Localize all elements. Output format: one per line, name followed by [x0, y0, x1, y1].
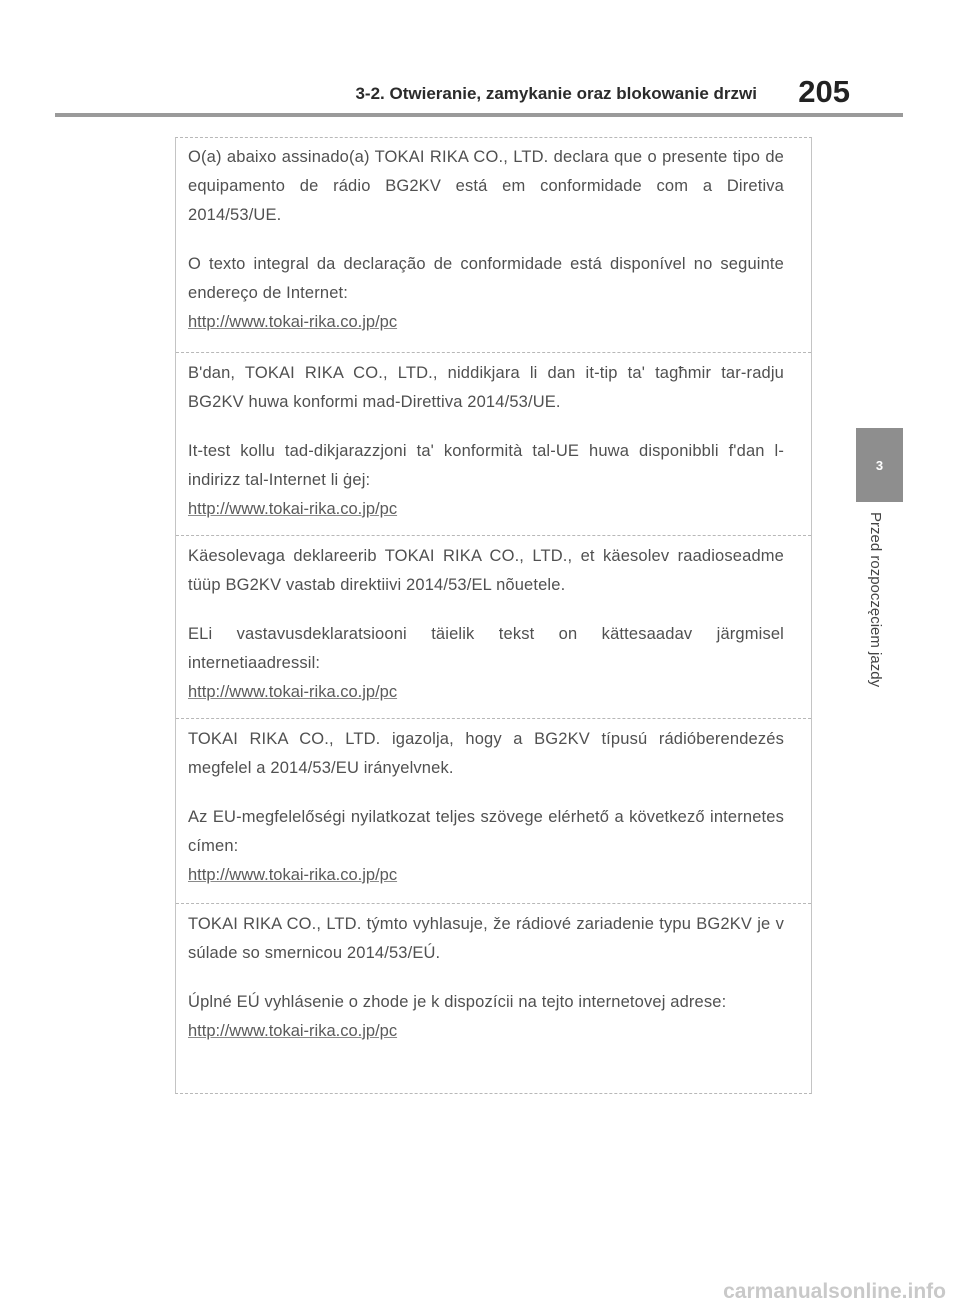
declaration-availability: It-test kollu tad-dikjarazzjoni ta' konformità tal-UE huwa disponibbli f'dan l-indirizz tal-Internet li ġej: [188, 442, 784, 489]
declaration-statement: B'dan, TOKAI RIKA CO., LTD., niddikjara li dan it-tip ta' tagħmir tar-radju BG2KV huwa konformi mad-Direttiva 2014/53/UE. [188, 364, 784, 411]
declaration-availability: Úplné EÚ vyhlásenie o zhode je k dispozícii na tejto internetovej adrese: [188, 993, 727, 1011]
declaration-statement: TOKAI RIKA CO., LTD. igazolja, hogy a BG2KV típusú rádióberendezés megfelel a 2014/53/EU irányelvnek. [188, 730, 784, 777]
declarations-box [175, 137, 812, 1094]
declaration-slovak [176, 904, 811, 1091]
declaration-availability: Az EU-megfelelőségi nyilatkozat teljes szövege elérhető a következő internetes címen: [188, 808, 784, 855]
section-title: 3-2. Otwieranie, zamykanie oraz blokowanie drzwi [355, 84, 757, 103]
site-watermark: carmanualsonline.info [723, 1280, 946, 1303]
header-divider [55, 113, 903, 117]
declaration-estonian [176, 536, 811, 719]
chapter-tab[interactable] [856, 428, 903, 502]
declaration-link[interactable]: http://www.tokai-rika.co.jp/pc [188, 683, 398, 701]
declaration-link[interactable]: http://www.tokai-rika.co.jp/pc [188, 1022, 398, 1040]
page-number: 205 [798, 74, 850, 109]
declaration-link[interactable]: http://www.tokai-rika.co.jp/pc [188, 866, 398, 884]
declaration-link[interactable]: http://www.tokai-rika.co.jp/pc [188, 500, 398, 518]
chapter-label: Przed rozpoczęciem jazdy [867, 512, 884, 688]
declaration-availability: O texto integral da declaração de conformidade está disponível no seguinte endereço de Internet: [188, 255, 784, 302]
declaration-statement: Käesolevaga deklareerib TOKAI RIKA CO., LTD., et käesolev raadioseadme tüüp BG2KV vastab direktiivi 2014/53/EL nõuetele. [188, 547, 784, 594]
declaration-link[interactable]: http://www.tokai-rika.co.jp/pc [188, 313, 398, 331]
declaration-hungarian [176, 719, 811, 904]
declaration-availability: ELi vastavusdeklaratsiooni täielik tekst on kättesaadav järgmisel internetiaadressil: [188, 625, 784, 672]
declaration-portuguese [176, 143, 811, 353]
declaration-statement: O(a) abaixo assinado(a) TOKAI RIKA CO., LTD. declara que o presente tipo de equipamento de rádio BG2KV está em conformidade com a Diretiva 2014/53/UE. [188, 148, 784, 224]
declaration-statement: TOKAI RIKA CO., LTD. týmto vyhlasuje, že rádiové zariadenie typu BG2KV je v súlade so smernicou 2014/53/EÚ. [188, 915, 784, 962]
declaration-maltese [176, 353, 811, 536]
chapter-number: 3 [875, 457, 884, 473]
